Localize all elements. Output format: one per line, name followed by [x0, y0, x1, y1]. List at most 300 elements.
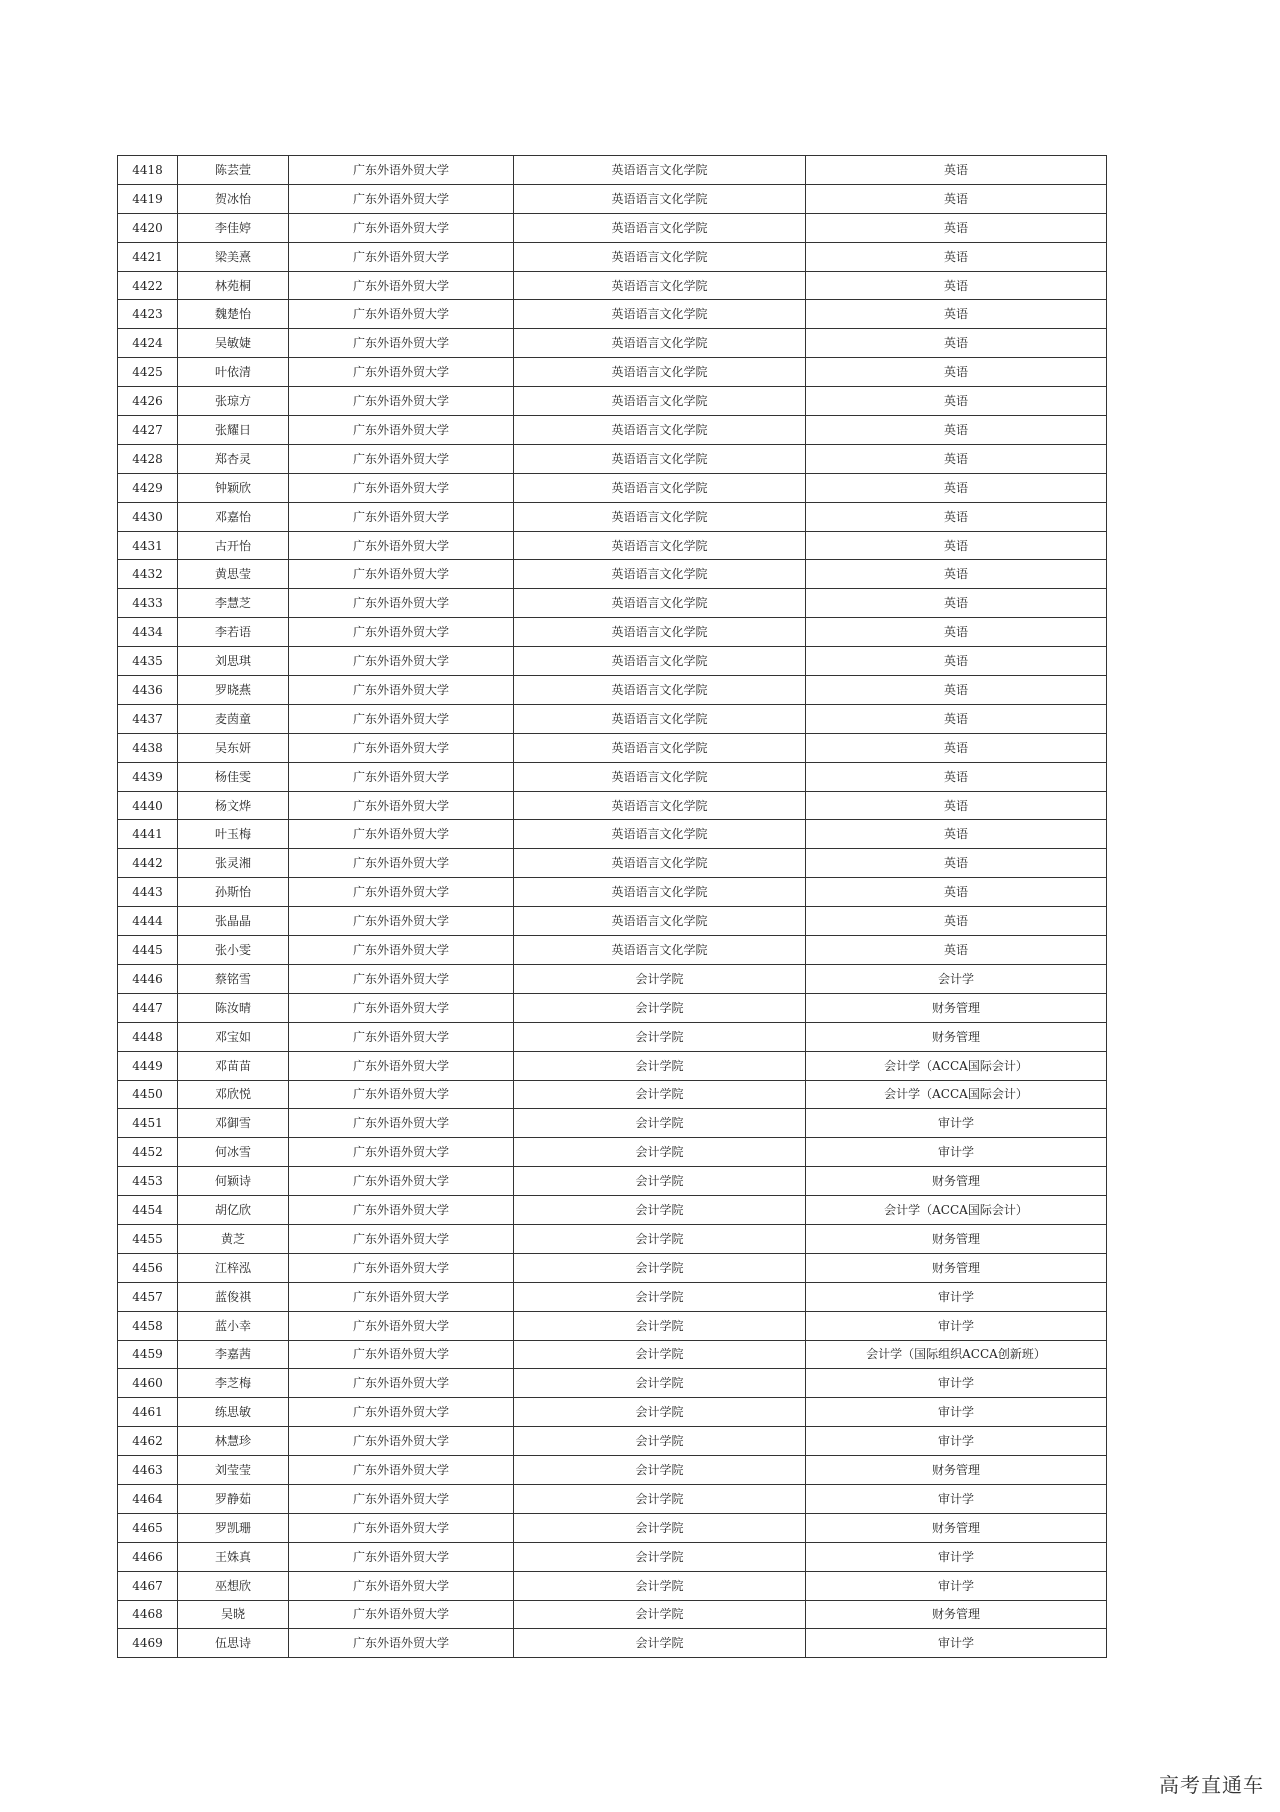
cell-major: 财务管理	[806, 1253, 1107, 1282]
cell-name: 蓝俊祺	[178, 1282, 289, 1311]
table-row	[118, 1022, 1107, 1051]
table-row	[118, 444, 1107, 473]
cell-university: 广东外语外贸大学	[289, 1369, 514, 1398]
cell-college: 会计学院	[514, 1571, 806, 1600]
cell-university: 广东外语外贸大学	[289, 1282, 514, 1311]
table-row	[118, 1542, 1107, 1571]
table-row	[118, 1600, 1107, 1629]
cell-college: 英语语言文化学院	[514, 676, 806, 705]
cell-number: 4463	[118, 1456, 178, 1485]
cell-name: 何冰雪	[178, 1138, 289, 1167]
cell-major: 英语	[806, 502, 1107, 531]
cell-major: 会计学（ACCA国际会计）	[806, 1080, 1107, 1109]
cell-major: 英语	[806, 358, 1107, 387]
cell-college: 英语语言文化学院	[514, 936, 806, 965]
table-row	[118, 936, 1107, 965]
cell-name: 贺冰怡	[178, 184, 289, 213]
cell-name: 胡亿欣	[178, 1196, 289, 1225]
cell-university: 广东外语外贸大学	[289, 1571, 514, 1600]
table-row	[118, 1427, 1107, 1456]
cell-college: 英语语言文化学院	[514, 589, 806, 618]
cell-major: 英语	[806, 791, 1107, 820]
cell-name: 巫想欣	[178, 1571, 289, 1600]
table-row	[118, 387, 1107, 416]
cell-university: 广东外语外贸大学	[289, 1427, 514, 1456]
table-row	[118, 1456, 1107, 1485]
cell-number: 4467	[118, 1571, 178, 1600]
cell-university: 广东外语外贸大学	[289, 820, 514, 849]
cell-name: 张耀日	[178, 416, 289, 445]
cell-number: 4442	[118, 849, 178, 878]
cell-major: 会计学（ACCA国际会计）	[806, 1051, 1107, 1080]
cell-major: 会计学	[806, 964, 1107, 993]
cell-university: 广东外语外贸大学	[289, 849, 514, 878]
cell-university: 广东外语外贸大学	[289, 762, 514, 791]
cell-number: 4428	[118, 444, 178, 473]
cell-college: 英语语言文化学院	[514, 184, 806, 213]
cell-name: 梁美熹	[178, 242, 289, 271]
cell-number: 4418	[118, 156, 178, 185]
table-row	[118, 473, 1107, 502]
table-row	[118, 1340, 1107, 1369]
cell-name: 李佳婷	[178, 213, 289, 242]
cell-name: 罗凯珊	[178, 1513, 289, 1542]
cell-major: 英语	[806, 242, 1107, 271]
cell-major: 英语	[806, 531, 1107, 560]
cell-university: 广东外语外贸大学	[289, 589, 514, 618]
cell-number: 4445	[118, 936, 178, 965]
cell-university: 广东外语外贸大学	[289, 936, 514, 965]
cell-college: 会计学院	[514, 1311, 806, 1340]
table-row	[118, 1282, 1107, 1311]
cell-college: 英语语言文化学院	[514, 878, 806, 907]
cell-number: 4451	[118, 1109, 178, 1138]
cell-major: 英语	[806, 560, 1107, 589]
cell-number: 4450	[118, 1080, 178, 1109]
cell-university: 广东外语外贸大学	[289, 1051, 514, 1080]
table-row	[118, 762, 1107, 791]
cell-university: 广东外语外贸大学	[289, 1196, 514, 1225]
cell-university: 广东外语外贸大学	[289, 184, 514, 213]
cell-university: 广东外语外贸大学	[289, 271, 514, 300]
cell-name: 张晶晶	[178, 907, 289, 936]
cell-major: 审计学	[806, 1629, 1107, 1658]
cell-name: 陈汝晴	[178, 993, 289, 1022]
table-row	[118, 329, 1107, 358]
cell-name: 林苑桐	[178, 271, 289, 300]
cell-college: 会计学院	[514, 1484, 806, 1513]
cell-university: 广东外语外贸大学	[289, 964, 514, 993]
cell-major: 英语	[806, 878, 1107, 907]
cell-university: 广东外语外贸大学	[289, 704, 514, 733]
table-row	[118, 993, 1107, 1022]
cell-number: 4433	[118, 589, 178, 618]
cell-major: 财务管理	[806, 1513, 1107, 1542]
cell-name: 吴晓	[178, 1600, 289, 1629]
cell-number: 4458	[118, 1311, 178, 1340]
cell-major: 会计学（国际组织ACCA创新班）	[806, 1340, 1107, 1369]
cell-university: 广东外语外贸大学	[289, 1484, 514, 1513]
cell-number: 4457	[118, 1282, 178, 1311]
table-row	[118, 849, 1107, 878]
cell-college: 会计学院	[514, 1051, 806, 1080]
table-row	[118, 1051, 1107, 1080]
cell-university: 广东外语外贸大学	[289, 1542, 514, 1571]
cell-university: 广东外语外贸大学	[289, 1022, 514, 1051]
cell-number: 4462	[118, 1427, 178, 1456]
cell-name: 吴敏婕	[178, 329, 289, 358]
cell-college: 英语语言文化学院	[514, 444, 806, 473]
cell-name: 叶依清	[178, 358, 289, 387]
cell-major: 财务管理	[806, 1224, 1107, 1253]
cell-university: 广东外语外贸大学	[289, 1398, 514, 1427]
cell-name: 李嘉茜	[178, 1340, 289, 1369]
cell-number: 4454	[118, 1196, 178, 1225]
table-row	[118, 416, 1107, 445]
cell-name: 王姝真	[178, 1542, 289, 1571]
cell-major: 审计学	[806, 1427, 1107, 1456]
cell-number: 4452	[118, 1138, 178, 1167]
cell-number: 4456	[118, 1253, 178, 1282]
cell-name: 何颖诗	[178, 1167, 289, 1196]
cell-college: 会计学院	[514, 1456, 806, 1485]
cell-college: 会计学院	[514, 1369, 806, 1398]
cell-name: 李芝梅	[178, 1369, 289, 1398]
table-row	[118, 647, 1107, 676]
cell-university: 广东外语外贸大学	[289, 791, 514, 820]
cell-number: 4453	[118, 1167, 178, 1196]
cell-number: 4437	[118, 704, 178, 733]
cell-number: 4426	[118, 387, 178, 416]
cell-university: 广东外语外贸大学	[289, 1224, 514, 1253]
cell-college: 英语语言文化学院	[514, 791, 806, 820]
cell-college: 英语语言文化学院	[514, 473, 806, 502]
table-row	[118, 820, 1107, 849]
cell-major: 审计学	[806, 1311, 1107, 1340]
cell-university: 广东外语外贸大学	[289, 878, 514, 907]
cell-college: 会计学院	[514, 993, 806, 1022]
cell-name: 伍思诗	[178, 1629, 289, 1658]
cell-university: 广东外语外贸大学	[289, 387, 514, 416]
cell-name: 古开怡	[178, 531, 289, 560]
cell-major: 审计学	[806, 1398, 1107, 1427]
cell-major: 审计学	[806, 1542, 1107, 1571]
cell-university: 广东外语外贸大学	[289, 502, 514, 531]
cell-university: 广东外语外贸大学	[289, 560, 514, 589]
cell-university: 广东外语外贸大学	[289, 1340, 514, 1369]
cell-number: 4459	[118, 1340, 178, 1369]
cell-major: 财务管理	[806, 1456, 1107, 1485]
cell-college: 英语语言文化学院	[514, 387, 806, 416]
table-row	[118, 184, 1107, 213]
cell-university: 广东外语外贸大学	[289, 1600, 514, 1629]
cell-name: 蔡铭雪	[178, 964, 289, 993]
table-row	[118, 560, 1107, 589]
cell-major: 英语	[806, 271, 1107, 300]
cell-major: 英语	[806, 387, 1107, 416]
cell-number: 4438	[118, 733, 178, 762]
cell-name: 魏楚怡	[178, 300, 289, 329]
cell-university: 广东外语外贸大学	[289, 618, 514, 647]
table-row	[118, 1253, 1107, 1282]
table-row	[118, 1311, 1107, 1340]
cell-major: 英语	[806, 762, 1107, 791]
cell-major: 英语	[806, 676, 1107, 705]
table-row	[118, 271, 1107, 300]
table-row	[118, 878, 1107, 907]
cell-university: 广东外语外贸大学	[289, 1513, 514, 1542]
cell-major: 英语	[806, 156, 1107, 185]
cell-college: 会计学院	[514, 1253, 806, 1282]
table-row	[118, 1571, 1107, 1600]
cell-college: 英语语言文化学院	[514, 849, 806, 878]
cell-college: 会计学院	[514, 1513, 806, 1542]
cell-number: 4431	[118, 531, 178, 560]
cell-number: 4434	[118, 618, 178, 647]
cell-university: 广东外语外贸大学	[289, 358, 514, 387]
table-row	[118, 1196, 1107, 1225]
cell-name: 郑杏灵	[178, 444, 289, 473]
cell-university: 广东外语外贸大学	[289, 531, 514, 560]
cell-college: 会计学院	[514, 1080, 806, 1109]
cell-university: 广东外语外贸大学	[289, 242, 514, 271]
cell-university: 广东外语外贸大学	[289, 993, 514, 1022]
cell-university: 广东外语外贸大学	[289, 676, 514, 705]
cell-name: 邓欣悦	[178, 1080, 289, 1109]
cell-major: 财务管理	[806, 1167, 1107, 1196]
table-row	[118, 1224, 1107, 1253]
cell-major: 英语	[806, 444, 1107, 473]
table-row	[118, 733, 1107, 762]
table-row	[118, 907, 1107, 936]
cell-name: 孙斯怡	[178, 878, 289, 907]
cell-major: 审计学	[806, 1571, 1107, 1600]
cell-major: 英语	[806, 184, 1107, 213]
cell-major: 会计学（ACCA国际会计）	[806, 1196, 1107, 1225]
cell-name: 叶玉梅	[178, 820, 289, 849]
table-row	[118, 531, 1107, 560]
cell-number: 4461	[118, 1398, 178, 1427]
cell-major: 英语	[806, 618, 1107, 647]
cell-number: 4449	[118, 1051, 178, 1080]
cell-name: 张小雯	[178, 936, 289, 965]
cell-number: 4440	[118, 791, 178, 820]
cell-major: 审计学	[806, 1138, 1107, 1167]
cell-major: 英语	[806, 416, 1107, 445]
table-row	[118, 1109, 1107, 1138]
table-row	[118, 791, 1107, 820]
cell-name: 杨文烨	[178, 791, 289, 820]
cell-major: 英语	[806, 820, 1107, 849]
table-row	[118, 1080, 1107, 1109]
cell-name: 杨佳雯	[178, 762, 289, 791]
cell-number: 4465	[118, 1513, 178, 1542]
table-row	[118, 213, 1107, 242]
cell-name: 吴东妍	[178, 733, 289, 762]
cell-number: 4441	[118, 820, 178, 849]
cell-college: 英语语言文化学院	[514, 358, 806, 387]
cell-name: 陈芸萱	[178, 156, 289, 185]
cell-college: 会计学院	[514, 1600, 806, 1629]
table-row	[118, 1369, 1107, 1398]
cell-major: 审计学	[806, 1282, 1107, 1311]
cell-number: 4424	[118, 329, 178, 358]
cell-college: 英语语言文化学院	[514, 820, 806, 849]
cell-university: 广东外语外贸大学	[289, 733, 514, 762]
cell-university: 广东外语外贸大学	[289, 1456, 514, 1485]
cell-major: 英语	[806, 589, 1107, 618]
cell-college: 会计学院	[514, 1167, 806, 1196]
cell-college: 会计学院	[514, 1340, 806, 1369]
cell-number: 4447	[118, 993, 178, 1022]
cell-major: 英语	[806, 907, 1107, 936]
roster-body	[118, 156, 1107, 1658]
cell-name: 张灵湘	[178, 849, 289, 878]
cell-name: 邓嘉怡	[178, 502, 289, 531]
cell-college: 英语语言文化学院	[514, 531, 806, 560]
cell-university: 广东外语外贸大学	[289, 907, 514, 936]
cell-college: 英语语言文化学院	[514, 704, 806, 733]
cell-college: 会计学院	[514, 1109, 806, 1138]
cell-name: 刘莹莹	[178, 1456, 289, 1485]
cell-number: 4439	[118, 762, 178, 791]
cell-college: 英语语言文化学院	[514, 560, 806, 589]
cell-university: 广东外语外贸大学	[289, 156, 514, 185]
table-row	[118, 1484, 1107, 1513]
cell-university: 广东外语外贸大学	[289, 1253, 514, 1282]
cell-college: 英语语言文化学院	[514, 733, 806, 762]
cell-college: 会计学院	[514, 1282, 806, 1311]
cell-university: 广东外语外贸大学	[289, 300, 514, 329]
cell-name: 邓苗苗	[178, 1051, 289, 1080]
cell-college: 英语语言文化学院	[514, 213, 806, 242]
cell-number: 4455	[118, 1224, 178, 1253]
table-row	[118, 300, 1107, 329]
cell-major: 英语	[806, 733, 1107, 762]
cell-major: 英语	[806, 300, 1107, 329]
table-row	[118, 1629, 1107, 1658]
table-row	[118, 502, 1107, 531]
cell-number: 4421	[118, 242, 178, 271]
cell-college: 会计学院	[514, 1427, 806, 1456]
table-row	[118, 1513, 1107, 1542]
cell-number: 4468	[118, 1600, 178, 1629]
cell-college: 英语语言文化学院	[514, 242, 806, 271]
table-row	[118, 676, 1107, 705]
cell-university: 广东外语外贸大学	[289, 1109, 514, 1138]
cell-name: 邓御雪	[178, 1109, 289, 1138]
cell-major: 财务管理	[806, 1022, 1107, 1051]
cell-college: 英语语言文化学院	[514, 907, 806, 936]
cell-major: 英语	[806, 647, 1107, 676]
cell-name: 林慧珍	[178, 1427, 289, 1456]
cell-college: 英语语言文化学院	[514, 647, 806, 676]
cell-college: 英语语言文化学院	[514, 156, 806, 185]
cell-major: 财务管理	[806, 993, 1107, 1022]
cell-college: 会计学院	[514, 1196, 806, 1225]
cell-university: 广东外语外贸大学	[289, 416, 514, 445]
table-row	[118, 1398, 1107, 1427]
cell-name: 邓宝如	[178, 1022, 289, 1051]
cell-number: 4466	[118, 1542, 178, 1571]
cell-college: 英语语言文化学院	[514, 300, 806, 329]
table-row	[118, 242, 1107, 271]
cell-number: 4432	[118, 560, 178, 589]
table-row	[118, 1167, 1107, 1196]
cell-college: 英语语言文化学院	[514, 329, 806, 358]
cell-name: 江梓泓	[178, 1253, 289, 1282]
cell-name: 蓝小幸	[178, 1311, 289, 1340]
cell-major: 英语	[806, 704, 1107, 733]
cell-name: 张琼方	[178, 387, 289, 416]
cell-college: 英语语言文化学院	[514, 416, 806, 445]
cell-name: 罗静茹	[178, 1484, 289, 1513]
cell-major: 英语	[806, 849, 1107, 878]
cell-name: 钟颖欣	[178, 473, 289, 502]
cell-major: 英语	[806, 213, 1107, 242]
cell-university: 广东外语外贸大学	[289, 329, 514, 358]
cell-number: 4425	[118, 358, 178, 387]
table-row	[118, 156, 1107, 185]
cell-name: 罗晓燕	[178, 676, 289, 705]
cell-university: 广东外语外贸大学	[289, 473, 514, 502]
table-row	[118, 589, 1107, 618]
cell-name: 练思敏	[178, 1398, 289, 1427]
cell-major: 审计学	[806, 1369, 1107, 1398]
table-row	[118, 964, 1107, 993]
cell-number: 4443	[118, 878, 178, 907]
cell-number: 4422	[118, 271, 178, 300]
cell-university: 广东外语外贸大学	[289, 213, 514, 242]
cell-number: 4430	[118, 502, 178, 531]
roster-table	[117, 155, 1107, 1658]
cell-number: 4460	[118, 1369, 178, 1398]
cell-university: 广东外语外贸大学	[289, 1167, 514, 1196]
table-row	[118, 1138, 1107, 1167]
cell-college: 会计学院	[514, 1224, 806, 1253]
cell-college: 英语语言文化学院	[514, 618, 806, 647]
cell-number: 4464	[118, 1484, 178, 1513]
cell-major: 审计学	[806, 1109, 1107, 1138]
cell-college: 会计学院	[514, 1629, 806, 1658]
cell-name: 黄芝	[178, 1224, 289, 1253]
cell-major: 审计学	[806, 1484, 1107, 1513]
table-row	[118, 704, 1107, 733]
cell-college: 英语语言文化学院	[514, 271, 806, 300]
cell-major: 英语	[806, 329, 1107, 358]
cell-name: 刘思琪	[178, 647, 289, 676]
cell-college: 会计学院	[514, 1542, 806, 1571]
cell-college: 会计学院	[514, 964, 806, 993]
cell-number: 4448	[118, 1022, 178, 1051]
cell-college: 英语语言文化学院	[514, 762, 806, 791]
cell-major: 英语	[806, 473, 1107, 502]
cell-university: 广东外语外贸大学	[289, 1629, 514, 1658]
cell-number: 4423	[118, 300, 178, 329]
cell-college: 会计学院	[514, 1022, 806, 1051]
table-row	[118, 358, 1107, 387]
cell-major: 英语	[806, 936, 1107, 965]
cell-number: 4446	[118, 964, 178, 993]
cell-college: 英语语言文化学院	[514, 502, 806, 531]
cell-name: 黄思莹	[178, 560, 289, 589]
cell-number: 4444	[118, 907, 178, 936]
cell-number: 4435	[118, 647, 178, 676]
cell-university: 广东外语外贸大学	[289, 647, 514, 676]
cell-college: 会计学院	[514, 1138, 806, 1167]
cell-number: 4436	[118, 676, 178, 705]
cell-name: 李若语	[178, 618, 289, 647]
